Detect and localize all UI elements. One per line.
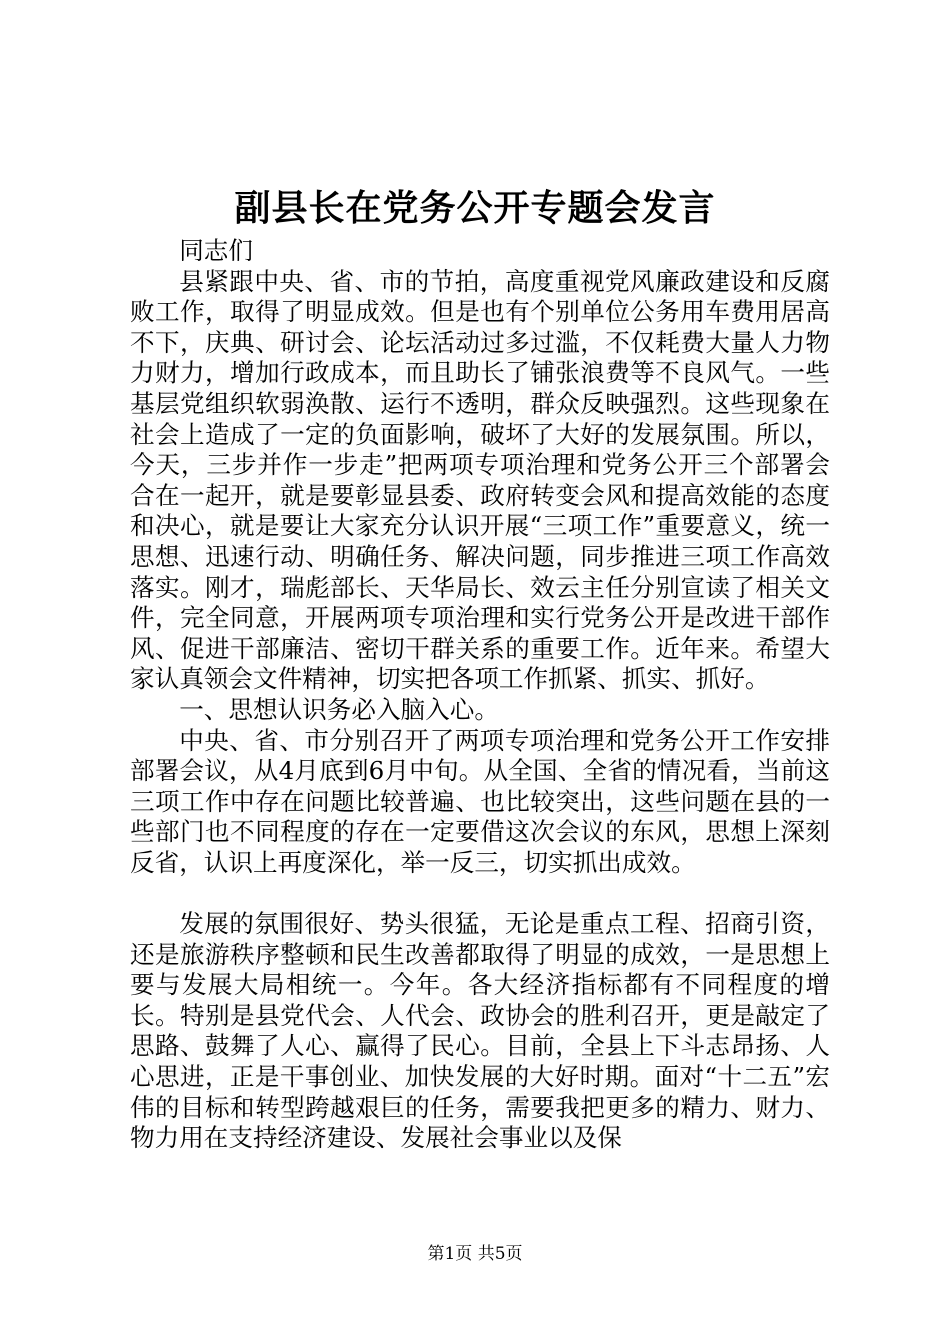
section-heading: 一、思想认识务必入脑入心。 [179,694,499,724]
document-body [130,236,830,1154]
body-paragraph: 县紧跟中央、省、市的节拍，高度重视党风廉政建设和反腐败工作，取得了明显成效。但是也有个别单位公务用车费用居高不下，庆典、研讨会、论坛活动过多过滥，不仅耗费大量人力物力财力，增加行政成本，而且助长了铺张浪费等不良风气。一些基层党组织软弱涣散、运行不透明，群众反映强烈。这些现象在社会上造成了一定的负面影响，破坏了大好的发展氛围。所以，今天，三步并作一步走”把两项专项治理和党务公开三个部署会合在一起开，就是要彰显县委、政府转变会风和提高效能的态度和决心，就是要让大家充分认识开展“三项工作”重要意义，统一思想、迅速行动、明确任务、解决问题，同步推进三项工作高效落实。刚才，瑞彪部长、天华局长、效云主任分别宣读了相关文件，完全同意，开展两项专项治理和实行党务公开是改进干部作风、促进干部廉洁、密切干群关系的重要工作。近年来。希望大家认真领会文件精神，切实把各项工作抓紧、抓实、抓好。 [130,266,830,694]
salutation-paragraph: 同志们 [179,236,253,265]
body-paragraph: 中央、省、市分别召开了两项专项治理和党务公开工作安排部署会议，从4月底到6月中旬。从全国、全省的情况看，当前这三项工作中存在问题比较普遍、也比较突出，这些问题在县的一些部门也不同程度的存在一定要借这次会议的东风，思想上深刻反省，认识上再度深化，举一反三，切实抓出成效。 [130,725,830,877]
page-number-footer: 第1页 共5页 [427,1244,523,1264]
document-title: 副县长在党务公开专题会发言 [234,187,716,229]
body-paragraph: 发展的氛围很好、势头很猛，无论是重点工程、招商引资，还是旅游秩序整顿和民生改善都取得了明显的成效，一是思想上要与发展大局相统一。今年。各大经济指标都有不同程度的增长。特别是县党代会、人代会、政协会的胜利召开，更是敲定了思路、鼓舞了人心、赢得了民心。目前，全县上下斗志昂扬、人心思进，正是干事创业、加快发展的大好时期。面对“十二五”宏伟的目标和转型跨越艰巨的任务，需要我把更多的精力、财力、物力用在支持经济建设、发展社会事业以及保 [130,909,830,1153]
